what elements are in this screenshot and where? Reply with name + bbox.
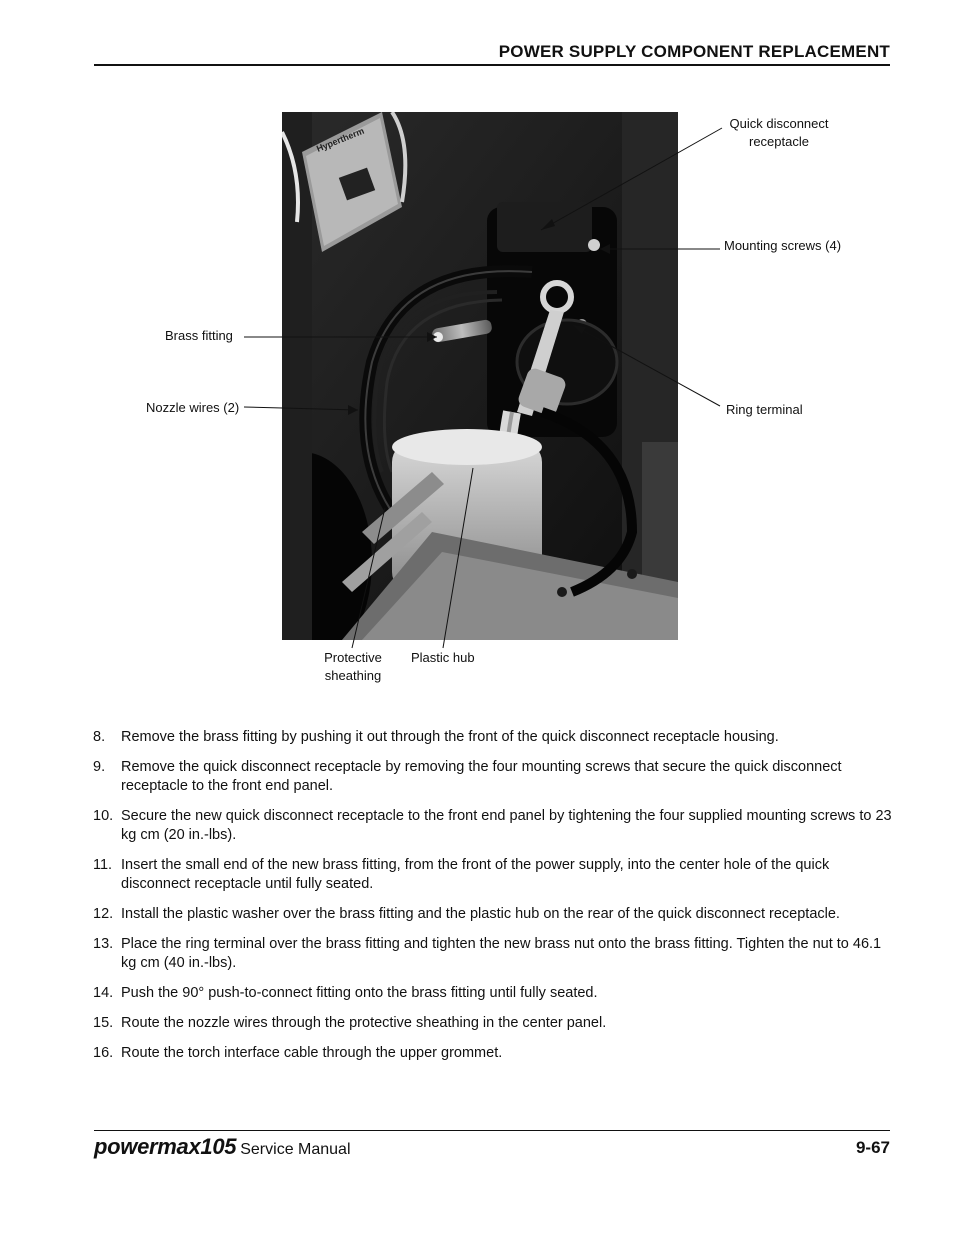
step-number: 16. — [93, 1045, 114, 1061]
step-number: 9. — [93, 759, 106, 775]
callout-brass-fitting: Brass fitting — [165, 328, 233, 343]
footer-rule — [94, 1130, 890, 1131]
step-item — [93, 856, 893, 894]
page-number: 9-67 — [855, 1138, 890, 1157]
svg-text:Hypertherm: Hypertherm — [315, 125, 366, 154]
procedure-steps — [93, 728, 893, 1074]
callout-nozzle-wires: Nozzle wires (2) — [146, 400, 240, 415]
step-item — [93, 728, 893, 747]
step-text: Route the nozzle wires through the protective sheathing in the center panel. — [121, 1015, 607, 1031]
step-item — [93, 807, 893, 845]
callout-plastic-hub: Plastic hub — [411, 650, 475, 665]
step-item — [93, 758, 893, 796]
brand-logo: powermax105 — [94, 1134, 237, 1159]
step-number: 15. — [93, 1015, 114, 1031]
step-number: 13. — [93, 936, 114, 952]
page-header-title: POWER SUPPLY COMPONENT REPLACEMENT — [498, 42, 890, 61]
step-text: Place the ring terminal over the brass fitting and tighten the new brass nut onto the brass fitting. Tighten the nut to 46.1 kg cm (40 in.-lbs). — [121, 936, 882, 971]
step-number: 10. — [93, 808, 114, 824]
callout-mounting-screws: Mounting screws (4) — [724, 238, 842, 253]
step-text: Install the plastic washer over the brass fitting and the plastic hub on the rear of the quick disconnect receptacle. — [121, 906, 840, 922]
footer-brand-block — [94, 1134, 351, 1160]
callout-ring-terminal: Ring terminal — [726, 402, 803, 417]
step-item — [93, 984, 893, 1003]
step-item — [93, 1014, 893, 1033]
component-photo — [282, 112, 678, 640]
step-text: Insert the small end of the new brass fitting, from the front of the power supply, into the center hole of the quick disconnect receptacle until fully seated. — [121, 857, 830, 892]
step-number: 11. — [93, 857, 113, 873]
header-rule — [94, 64, 890, 66]
step-number: 8. — [93, 729, 106, 745]
step-item — [93, 935, 893, 973]
callout-protective-sheathing: Protective sheathing — [324, 650, 382, 683]
step-text: Push the 90° push-to-connect fitting onto the brass fitting until fully seated. — [121, 985, 598, 1001]
step-item — [93, 1044, 893, 1063]
step-text: Route the torch interface cable through the upper grommet. — [121, 1045, 503, 1061]
step-number: 14. — [93, 985, 114, 1001]
callout-quick-disconnect: Quick disconnect receptacle — [729, 116, 829, 149]
step-text: Remove the brass fitting by pushing it out through the front of the quick disconnect receptacle housing. — [121, 729, 779, 745]
step-number: 12. — [93, 906, 114, 922]
component-photo-drawing — [282, 112, 678, 640]
manual-title: Service Manual — [240, 1141, 351, 1158]
step-item — [93, 905, 893, 924]
step-text: Remove the quick disconnect receptacle by removing the four mounting screws that secure the quick disconnect receptacle to the front end panel. — [121, 759, 842, 794]
step-text: Secure the new quick disconnect receptacle to the front end panel by tightening the four supplied mounting screws to 23 kg cm (20 in.-lbs). — [121, 808, 892, 843]
